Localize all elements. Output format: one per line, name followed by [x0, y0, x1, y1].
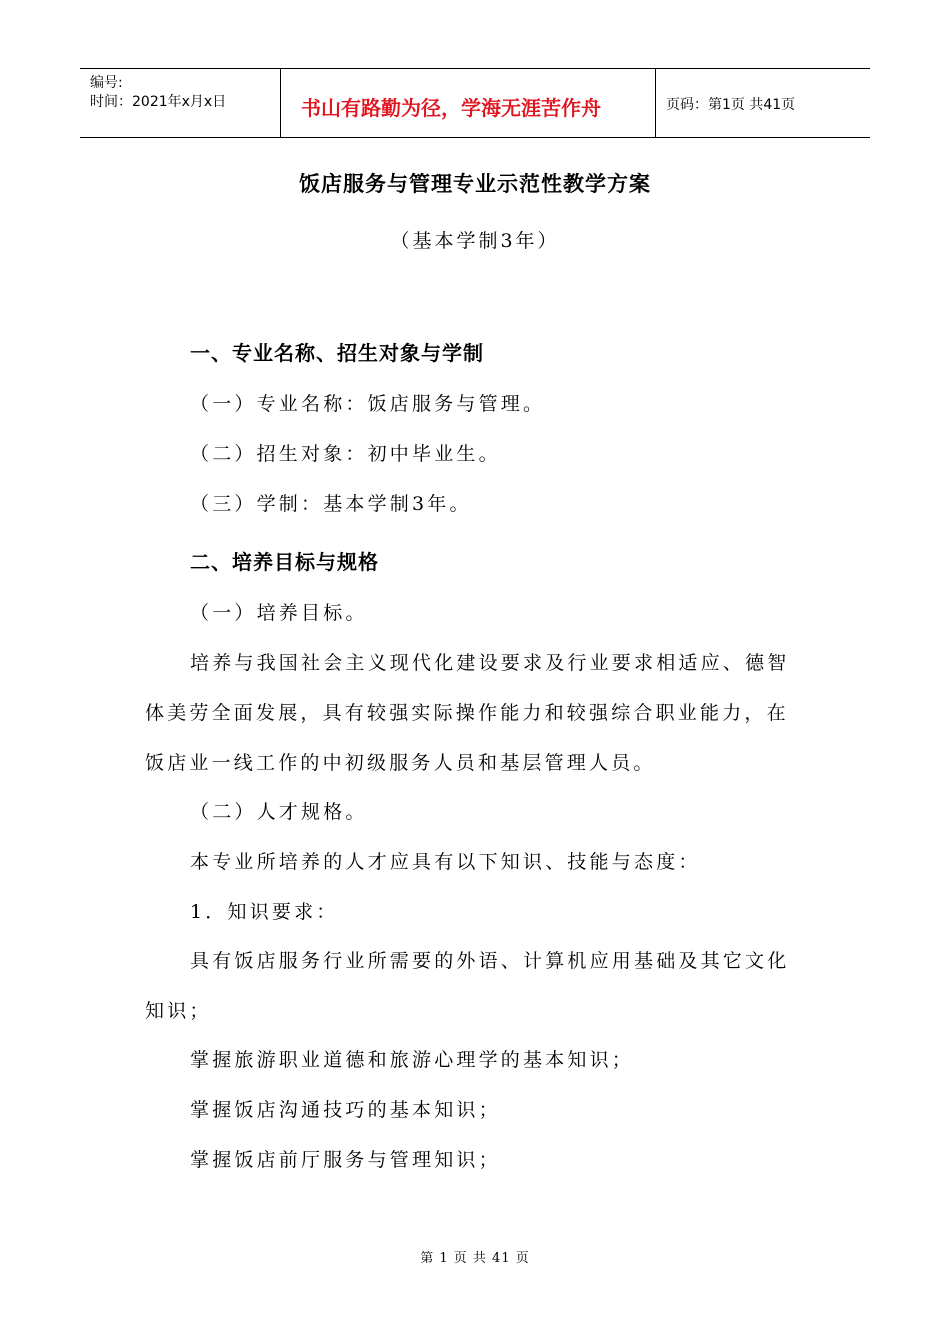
- time-label: 时间：2021年x月x日: [90, 94, 227, 110]
- goal-label: （一）培养目标。: [190, 602, 368, 624]
- spec-label: （二）人才规格。: [190, 801, 368, 823]
- knowledge-item1-line2: 知识；: [145, 1000, 212, 1022]
- section1-item2: （二）招生对象：初中毕业生。: [190, 443, 501, 465]
- knowledge-item3: 掌握饭店沟通技巧的基本知识；: [190, 1099, 501, 1121]
- goal-text-line2: 体美劳全面发展，具有较强实际操作能力和较强综合职业能力，在: [145, 702, 789, 724]
- knowledge-item1-line1: 具有饭店服务行业所需要的外语、计算机应用基础及其它文化: [190, 950, 790, 972]
- page-info: 页码：第1页 共41页: [666, 97, 796, 113]
- page-footer: 第 1 页 共 41 页: [420, 1251, 530, 1266]
- knowledge-item4: 掌握饭店前厅服务与管理知识；: [190, 1149, 501, 1171]
- section1-item3: （三）学制：基本学制3年。: [190, 493, 472, 515]
- header-motto-cell: [281, 69, 656, 137]
- section1-item1: （一）专业名称：饭店服务与管理。: [190, 393, 546, 415]
- section2-heading: 二、培养目标与规格: [190, 550, 379, 574]
- document-subtitle: （基本学制3年）: [390, 230, 560, 252]
- serial-label: 编号:: [90, 75, 123, 91]
- header-page-cell: [656, 69, 870, 137]
- document-title: 饭店服务与管理专业示范性教学方案: [299, 171, 651, 196]
- knowledge-label: 1．知识要求：: [190, 901, 339, 923]
- goal-text-line3: 饭店业一线工作的中初级服务人员和基层管理人员。: [145, 752, 656, 774]
- spec-intro: 本专业所培养的人才应具有以下知识、技能与态度：: [190, 851, 701, 873]
- document-header: [80, 68, 870, 138]
- knowledge-item2: 掌握旅游职业道德和旅游心理学的基本知识；: [190, 1049, 635, 1071]
- section1-heading: 一、专业名称、招生对象与学制: [190, 341, 484, 365]
- header-meta-cell: [80, 69, 281, 137]
- motto-text: 书山有路勤为径，学海无涯苦作舟: [301, 96, 601, 120]
- goal-text-line1: 培养与我国社会主义现代化建设要求及行业要求相适应、德智: [190, 652, 790, 674]
